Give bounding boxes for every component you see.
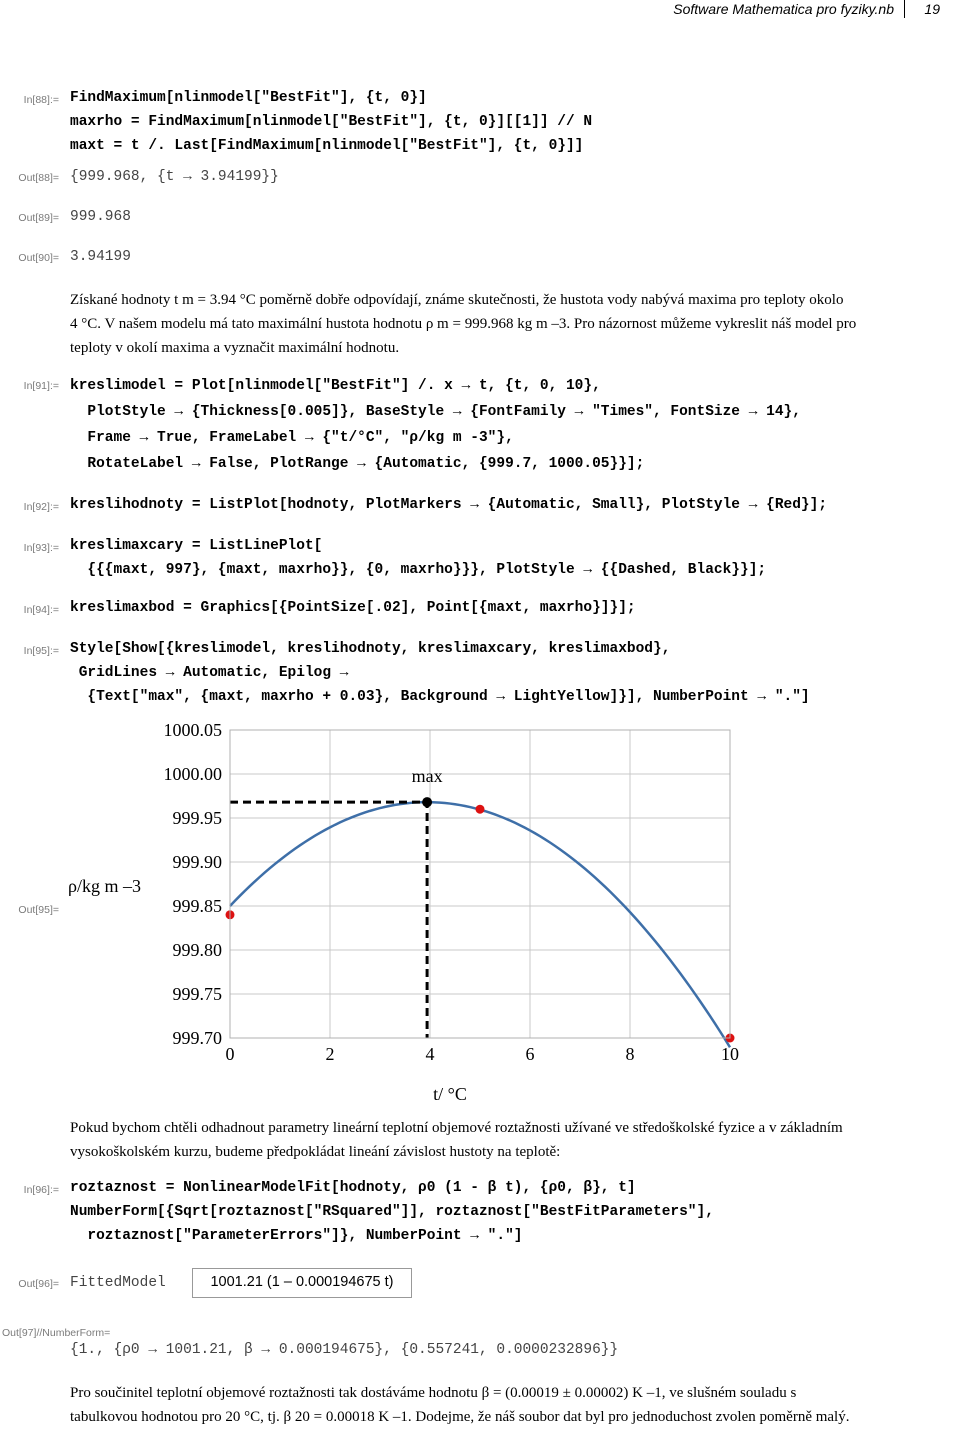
cell-label-in94: In[94]:= [23,604,59,616]
input-cell-95-line3[interactable]: {Text["max", {maxt, maxrho + 0.03}, Background → LightYellow]}], NumberPoint → "."] [70,689,810,705]
y-tick-label: 999.70 [172,1028,222,1048]
x-tick-label: 0 [225,1044,235,1064]
notebook-title: Software Mathematica pro fyziky.nb [673,1,894,17]
cell-label-out97: Out[97]//NumberForm= [2,1327,111,1339]
cell-label-out95: Out[95]= [18,904,59,916]
x-tick-label: 10 [721,1044,739,1064]
input-cell-91-line4[interactable]: RotateLabel → False, PlotRange → {Automatic, {999.7, 1000.05}}]; [70,456,645,472]
y-tick-label: 1000.00 [163,764,222,784]
text-paragraph-2-line1: Pokud bychom chtěli odhadnout parametry lineární teplotní objemové roztažnosti užívané ve středoškolské fyzice a v základním [70,1120,843,1136]
text-paragraph-3-line2: tabulkovou hodnotou pro 20 °C, tj. β 20 = 0.00018 K –1. Dodejme, že náš soubor dat byl pro jednoduchost zvolen poměrně malý. [70,1409,850,1425]
cell-label-out90: Out[90]= [18,252,59,264]
output-cell-97: {1., {ρ0 → 1001.21, β → 0.000194675}, {0.557241, 0.0000232896}} [70,1342,619,1358]
input-cell-91-line2[interactable]: PlotStyle → {Thickness[0.005]}, BaseStyle → {FontFamily → "Times", FontSize → 14}, [70,404,801,420]
cell-label-in93: In[93]:= [23,542,59,554]
x-tick-label: 6 [525,1044,535,1064]
input-cell-95-line2[interactable]: GridLines → Automatic, Epilog → [70,665,349,681]
input-cell-96-line3[interactable]: roztaznost["ParameterErrors"]}, NumberPoint → "."] [70,1228,523,1244]
cell-label-out88: Out[88]= [18,172,59,184]
input-cell-96-line1[interactable]: roztaznost = NonlinearModelFit[hodnoty, ρ0 (1 - β t), {ρ0, β}, t] [70,1180,636,1196]
max-point [422,797,432,807]
text-paragraph-2-line2: vysokoškolském kurzu, budeme předpokládat lineání závislost hustoty na teplotě: [70,1144,561,1160]
output-cell-89: 999.968 [70,209,131,225]
cell-label-in88: In[88]:= [23,94,59,106]
input-cell-88-line1[interactable]: FindMaximum[nlinmodel["BestFit"], {t, 0}] [70,90,427,106]
y-tick-label: 1000.05 [163,720,222,740]
output-cell-90: 3.94199 [70,249,131,265]
text-paragraph-3-line1: Pro součinitel teplotní objemové roztažnosti tak dostáváme hodnotu β = (0.00019 ± 0.00002) K –1, ve slušném souladu s [70,1385,797,1401]
x-axis-label: t/ °C [433,1084,467,1104]
input-cell-93-line1[interactable]: kreslimaxcary = ListLinePlot[ [70,538,323,554]
input-cell-88-line3[interactable]: maxt = t /. Last[FindMaximum[nlinmodel["BestFit"], {t, 0}]] [70,138,584,154]
page-header [0,0,960,24]
text-paragraph-1-line3: teploty v okolí maxima a vyznačit maximální hodnotu. [70,340,400,356]
fitted-model-formula: 1001.21 (1 – 0.000194675 t) [210,1274,394,1290]
input-cell-91-line1[interactable]: kreslimodel = Plot[nlinmodel["BestFit"] /. x → t, {t, 0, 10}, [70,378,601,394]
cell-label-in92: In[92]:= [23,501,59,513]
text-paragraph-1-line2: 4 °C. V našem modelu má tato maximální hustota hodnotu ρ m = 999.968 kg m –3. Pro názornost můžeme vykreslit náš model pro [70,316,857,332]
cell-label-in95: In[95]:= [23,645,59,657]
x-tick-label: 2 [325,1044,335,1064]
model-curve [230,802,730,1047]
y-tick-label: 999.75 [172,984,222,1004]
fitted-model-box[interactable] [192,1268,412,1298]
input-cell-94[interactable]: kreslimaxbod = Graphics[{PointSize[.02], Point[{maxt, maxrho}]}]; [70,600,636,616]
header-separator [904,0,905,18]
cell-label-out89: Out[89]= [18,212,59,224]
input-cell-96-line2[interactable]: NumberForm[{Sqrt[roztaznost["RSquared"]], roztaznost["BestFitParameters"], [70,1204,714,1220]
data-point [476,805,485,814]
input-cell-91-line3[interactable]: Frame → True, FrameLabel → {"t/°C", "ρ/kg m -3"}, [70,430,514,446]
x-tick-label: 4 [425,1044,435,1064]
output-cell-88: {999.968, {t → 3.94199}} [70,169,279,185]
cell-label-in91: In[91]:= [23,380,59,392]
fitted-model-head: FittedModel [70,1275,166,1291]
input-cell-92[interactable]: kreslihodnoty = ListPlot[hodnoty, PlotMarkers → {Automatic, Small}, PlotStyle → {Red}]; [70,497,828,513]
input-cell-95-line1[interactable]: Style[Show[{kreslimodel, kreslihodnoty, kreslimaxcary, kreslimaxbod}, [70,641,671,657]
cell-label-out96: Out[96]= [18,1278,59,1290]
x-tick-label: 8 [625,1044,635,1064]
max-dashed-line [230,802,427,1038]
y-tick-label: 999.85 [172,896,222,916]
cell-label-in96: In[96]:= [23,1184,59,1196]
input-cell-93-line2[interactable]: {{{maxt, 997}, {maxt, maxrho}}, {0, maxrho}}}, PlotStyle → {{Dashed, Black}}]; [70,562,767,578]
max-annotation: max [411,765,443,786]
input-cell-88-line2[interactable]: maxrho = FindMaximum[nlinmodel["BestFit"], {t, 0}][[1]] // N [70,114,593,130]
density-plot [60,712,760,1112]
y-tick-label: 999.95 [172,808,222,828]
page-number: 19 [924,1,940,17]
y-tick-label: 999.80 [172,940,222,960]
y-tick-label: 999.90 [172,852,222,872]
plot-frame [230,730,730,1038]
text-paragraph-1-line1: Získané hodnoty t m = 3.94 °C poměrně dobře odpovídají, známe skutečnosti, že hustota vody nabývá maxima pro teploty okolo [70,292,844,308]
y-axis-label: ρ/kg m –3 [68,876,141,896]
